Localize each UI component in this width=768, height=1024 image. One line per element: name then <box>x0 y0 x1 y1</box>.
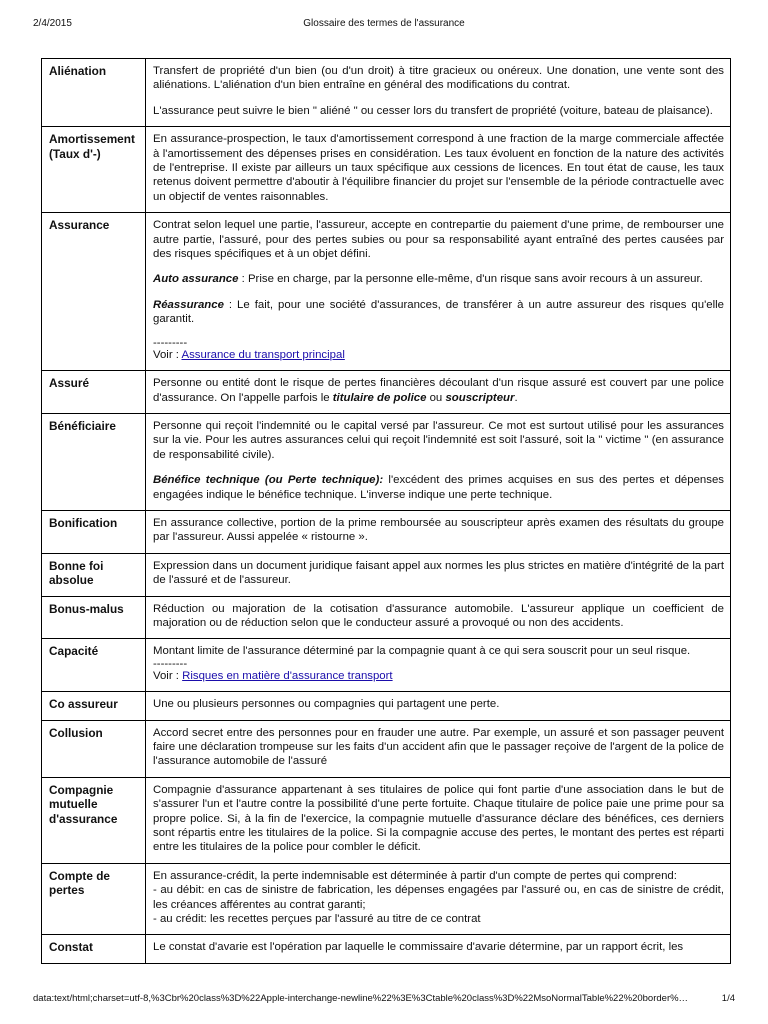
subterm: Bénéfice technique (ou Perte technique): <box>153 474 384 487</box>
definition-text: En assurance-prospection, le taux d'amortissement correspond à une fraction de la marge commerciale affectée à l'amortissement des dépenses prises en considération. Les taux évoluent en fonction de la nature des activités de l'entreprise. Il existe par ailleurs un taux spécifique aux cessions de licences. En tout état de cause, les taux retenus doivent permettre d'aboutir à l'équilibre financier du projet sur l'ensemble de la période contractuelle avec un objectif de ventes raisonnables. <box>153 133 724 203</box>
see-also-link[interactable]: Assurance du transport principal <box>181 348 345 361</box>
definition-text: Contrat selon lequel une partie, l'assureur, accepte en contrepartie du paiement d'une prime, de rembourser une autre partie, l'assuré, pour des pertes subies ou pour sa responsabilité ayant entraîné des pertes causées par des risques spécifiques et à un objet défini. <box>153 219 724 261</box>
definition-text: Accord secret entre des personnes pour en frauder une autre. Par exemple, un assuré et son passager peuvent faire une déclaration trompeuse sur les faits d'un accident afin que le passager reçoive de l'argent de la police de l'assurance automobile de l'assuré <box>153 726 724 768</box>
separator: --------- <box>153 657 188 670</box>
definition-text: Une ou plusieurs personnes ou compagnies qui partagent une perte. <box>153 698 500 711</box>
print-title: Glossaire des termes de l'assurance <box>303 18 465 29</box>
definition-text: . <box>514 391 518 404</box>
table-row <box>42 777 731 863</box>
term-cell: Collusion <box>42 720 146 777</box>
term-cell: Constat <box>42 935 146 963</box>
definition-cell <box>146 413 731 510</box>
definition-cell <box>146 863 731 935</box>
definition-text: Réduction ou majoration de la cotisation d'assurance automobile. L'assureur applique un coefficient de majoration ou de réduction selon que le conducteur assuré a provoqué ou non des accidents. <box>153 602 724 629</box>
print-footer <box>0 993 768 1007</box>
definition-text: En assurance-crédit, la perte indemnisable est déterminée à partir d'un compte de pertes qui comprend: <box>153 869 677 882</box>
term-cell: Bénéficiaire <box>42 413 146 510</box>
emphasis-text: souscripteur <box>445 391 515 404</box>
table-row <box>42 413 731 510</box>
definition-text: Le constat d'avarie est l'opération par laquelle le commissaire d'avarie détermine, par un rapport écrit, les <box>153 941 684 954</box>
definition-text: Transfert de propriété d'un bien (ou d'un droit) à titre gracieux ou onéreux. Une donation, une vente sont des aliénations. L'aliénation d'un bien entraîne en général des modifications du contrat. <box>153 65 724 92</box>
definition-text: Expression dans un document juridique faisant appel aux normes les plus strictes en matière d'intégrité de la part de l'assuré et de l'assureur. <box>153 559 724 587</box>
see-also-link[interactable]: Risques en matière d'assurance transport <box>182 669 393 682</box>
table-row <box>42 596 731 639</box>
term-cell: Compagnie mutuelle d'assurance <box>42 777 146 863</box>
table-row <box>42 127 731 213</box>
table-row <box>42 863 731 935</box>
definition-text: ou <box>426 391 446 404</box>
term-cell: Bonne foi absolue <box>42 553 146 596</box>
page-number: 1/4 <box>721 993 735 1004</box>
definition-text <box>153 272 724 286</box>
definition-cell <box>146 935 731 963</box>
definition-text: Montant limite de l'assurance déterminé par la compagnie quant à ce qui sera souscrit pour un seul risque. <box>153 645 691 658</box>
table-row <box>42 639 731 692</box>
table-row <box>42 692 731 720</box>
definition-cell <box>146 510 731 553</box>
print-date: 2/4/2015 <box>33 18 72 29</box>
subterm: Réassurance <box>153 298 224 311</box>
definition-cell <box>146 720 731 777</box>
see-also <box>153 669 724 683</box>
table-row <box>42 553 731 596</box>
definition-cell <box>146 59 731 127</box>
table-row <box>42 510 731 553</box>
definition-cell <box>146 777 731 863</box>
definition-text: - au crédit: les recettes perçues par l'assuré au titre de ce contrat <box>153 913 481 926</box>
subterm-text: l'excédent des primes acquises en sus des pertes et dépenses engagées indique le bénéfice technique. L'inverse indique une perte technique. <box>153 474 724 501</box>
term-cell: Bonification <box>42 510 146 553</box>
definition-cell <box>146 596 731 639</box>
definition-text: Personne qui reçoit l'indemnité ou le capital versé par l'assureur. Ce mot est surtout utilisé pour les assurances sur la vie. Pour les autres assurances celui qui reçoit l'indemnité est soit l'assuré, soit la " victime " (en assurance de responsabilité civile). <box>153 419 724 461</box>
definition-cell <box>146 127 731 213</box>
emphasis-text: titulaire de police <box>332 391 427 404</box>
definition-text: En assurance collective, portion de la prime remboursée au souscripteur après examen des résultats du groupe par l'assureur. Aussi appelée « ristourne ». <box>153 516 724 544</box>
table-row <box>42 371 731 414</box>
definition-cell <box>146 692 731 720</box>
definition-text: Compagnie d'assurance appartenant à ses titulaires de police qui font partie d'une association dans le but de s'assurer l'un et l'autre contre la possibilité d'une perte fortuite. Chaque titulaire de police paie une prime pour sa propre police. Si, à la fin de l'exercice, la compagnie mutuelle d'assurance déclare des bénéfices, ces derniers sont répartis entre les titulaires de la police. Si la compagnie accuse des pertes, le montant des pertes est réparti entre les titulaires de la police pour combler le déficit. <box>153 783 724 854</box>
subterm-text: : Prise en charge, par la personne elle-même, d'un risque sans avoir recours à un assureur. <box>238 273 703 286</box>
definition-text <box>153 298 724 327</box>
definition-text: Personne ou entité dont le risque de pertes financières découlant d'un risque assuré est couvert par une police d'assurance. On l'appelle parfois le <box>153 377 724 404</box>
see-also <box>153 348 724 362</box>
table-row <box>42 213 731 371</box>
definition-text: L'assurance peut suivre le bien " aliéné " ou cesser lors du transfert de propriété (voiture, bateau de plaisance). <box>153 104 713 117</box>
print-url: data:text/html;charset=utf-8,%3Cbr%20class%3D%22Apple-interchange-newline%22%3E%3Ctable%20class%3D%22MsoNormalTable%22%20border%… <box>33 993 689 1004</box>
glossary-table <box>41 58 731 964</box>
term-cell: Amortissement (Taux d'-) <box>42 127 146 213</box>
definition-cell <box>146 553 731 596</box>
glossary-page <box>41 58 733 986</box>
definition-cell <box>146 371 731 414</box>
term-cell: Aliénation <box>42 59 146 127</box>
term-cell: Bonus-malus <box>42 596 146 639</box>
term-cell: Assurance <box>42 213 146 371</box>
table-row <box>42 935 731 963</box>
definition-cell <box>146 213 731 371</box>
subterm-text: : Le fait, pour une société d'assurances, de transférer à un autre assureur des risques qu'elle garantit. <box>153 298 724 326</box>
separator: --------- <box>153 336 188 349</box>
see-also-prefix: Voir : <box>153 669 183 682</box>
see-also-prefix: Voir : <box>153 348 182 361</box>
table-row <box>42 720 731 777</box>
term-cell: Assuré <box>42 371 146 414</box>
definition-text <box>153 473 724 502</box>
definition-text: - au débit: en cas de sinistre de fabrication, les dépenses engagées par l'assuré ou, en cas de sinistre de crédit, les créances afférentes au contrat garanti; <box>153 884 724 911</box>
term-cell: Capacité <box>42 639 146 692</box>
subterm: Auto assurance <box>153 273 239 286</box>
definition-cell <box>146 639 731 692</box>
term-cell: Co assureur <box>42 692 146 720</box>
table-row <box>42 59 731 127</box>
print-header <box>0 18 768 32</box>
term-cell: Compte de pertes <box>42 863 146 935</box>
